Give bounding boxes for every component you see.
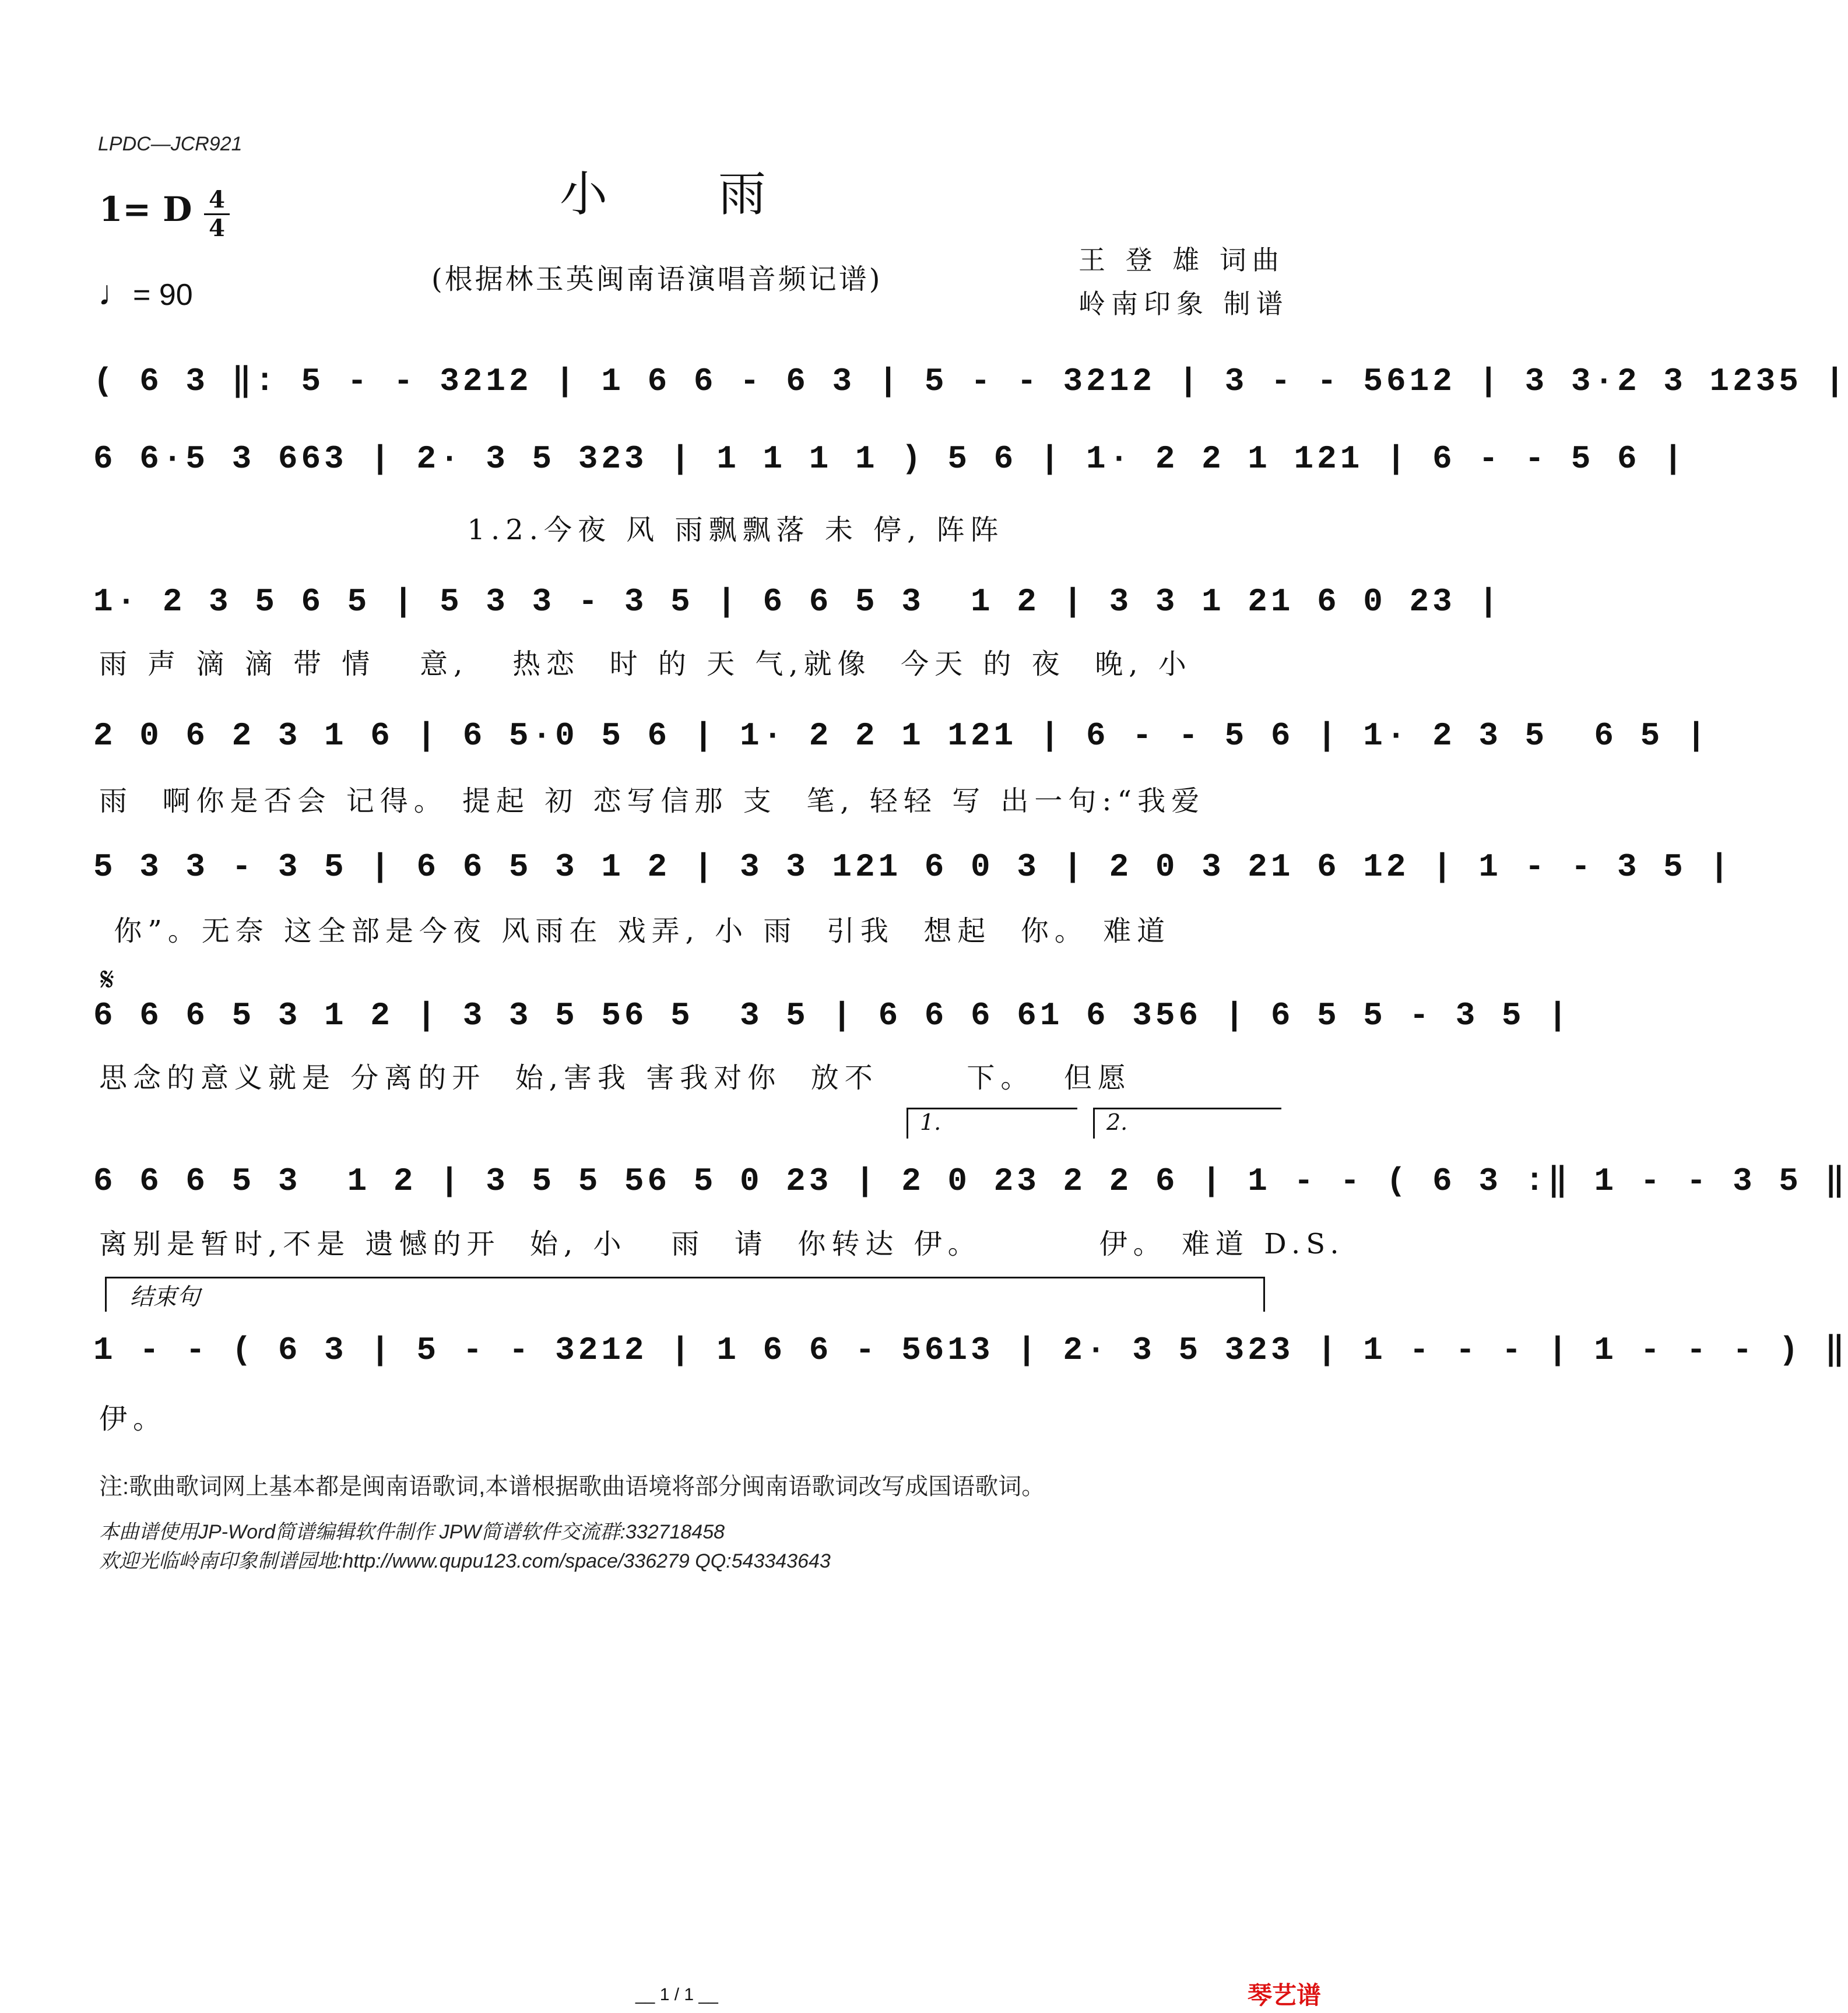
- lyricist: 王 登 雄 词曲: [1078, 244, 1285, 276]
- lyric-row: 离别是暂时,不是 遗憾的开 始, 小 雨 请 你转达 伊。 伊。 难道 D.S.: [99, 1228, 1345, 1260]
- lyric-row: 1.2.今夜 风 雨飘飘落 未 停, 阵阵: [99, 514, 1004, 546]
- notation-row: 6 6·5 3 663 | 2· 3 5 323 | 1 1 1 1 ) 5 6 | 1· 2 2 1 121 | 6 - - 5 6 |: [93, 440, 1687, 477]
- notation-row: 1 - - ( 6 3 | 5 - - 3212 | 1 6 6 - 5613 | 2· 3 5 323 | 1 - - - | 1 - - - ) ‖: [93, 1332, 1848, 1369]
- subtitle: (根据林玉英闽南语演唱音频记谱): [431, 263, 883, 296]
- meter-top: 4: [209, 186, 225, 213]
- tempo: [98, 273, 193, 313]
- lyric-row: 雨 声 滴 滴 带 情 意, 热恋 时 的 天 气,就像 今天 的 夜 晚, 小: [99, 648, 1192, 680]
- arranger: 岭南印象 制谱: [1078, 288, 1289, 319]
- volta-first: 1.: [907, 1108, 1077, 1139]
- key-signature: 1= D: [99, 189, 192, 229]
- lyric-row: 雨 啊你是否会 记得。 提起 初 恋写信那 支 笔, 轻轻 写 出一句:“我爱: [99, 785, 1206, 817]
- notation-row: 5 3 3 - 3 5 | 6 6 5 3 1 2 | 3 3 121 6 0 3 | 2 0 3 21 6 12 | 1 - - 3 5 |: [93, 848, 1733, 886]
- site-credit: 欢迎光临岭南印象制谱园地:http://www.qupu123.com/space/336279 QQ:543343643: [99, 1550, 831, 1572]
- software-credit: 本曲谱使用JP-Word简谱编辑软件制作 JPW简谱软件交流群:332718458: [99, 1521, 725, 1543]
- notation-row: 1· 2 3 5 6 5 | 5 3 3 - 3 5 | 6 6 5 3 1 2 | 3 3 1 21 6 0 23 |: [93, 583, 1502, 620]
- notation-row: ( 6 3 ‖: 5 - - 3212 | 1 6 6 - 6 3 | 5 - - 3212 | 3 - - 5612 | 3 3·2 3 1235 |: [93, 363, 1848, 400]
- volta-second: 2.: [1093, 1108, 1281, 1139]
- song-title: 小雨: [560, 167, 877, 222]
- notation-row: 6 6 6 5 3 1 2 | 3 3 5 56 5 3 5 | 6 6 6 61 6 356 | 6 5 5 - 3 5 |: [93, 997, 1571, 1034]
- tempo-value: = 90: [133, 278, 193, 312]
- lyric-row: 伊。: [99, 1403, 167, 1435]
- site-logo: 琴艺谱: [1248, 1981, 1322, 2010]
- notation-row: 2 0 6 2 3 1 6 | 6 5·0 5 6 | 1· 2 2 1 121 | 6 - - 5 6 | 1· 2 3 5 6 5 |: [93, 717, 1710, 754]
- page-number: __ 1 / 1 __: [635, 1985, 718, 2004]
- coda-label: 结束句: [105, 1277, 1265, 1312]
- lyric-row: 思念的意义就是 分离的开 始,害我 害我对你 放不 下。 但愿: [99, 1062, 1132, 1094]
- time-signature: [204, 188, 230, 241]
- lyric-row: 你”。无奈 这全部是今夜 风雨在 戏弄, 小 雨 引我 想起 你。 难道: [99, 915, 1171, 947]
- score-code: LPDC—JCR921: [98, 133, 243, 155]
- quarter-note-icon: ♩: [98, 273, 133, 312]
- meter-bottom: 4: [209, 215, 225, 242]
- segno-icon: 𝄋: [100, 961, 115, 999]
- notation-row: 6 6 6 5 3 1 2 | 3 5 5 56 5 0 23 | 2 0 23 2 2 6 | 1 - - ( 6 3 :‖ 1 - - 3 5 ‖: [93, 1162, 1848, 1200]
- footnote: 注:歌曲歌词网上基本都是闽南语歌词,本谱根据歌曲语境将部分闽南语歌词改写成国语歌词。: [99, 1474, 1045, 1499]
